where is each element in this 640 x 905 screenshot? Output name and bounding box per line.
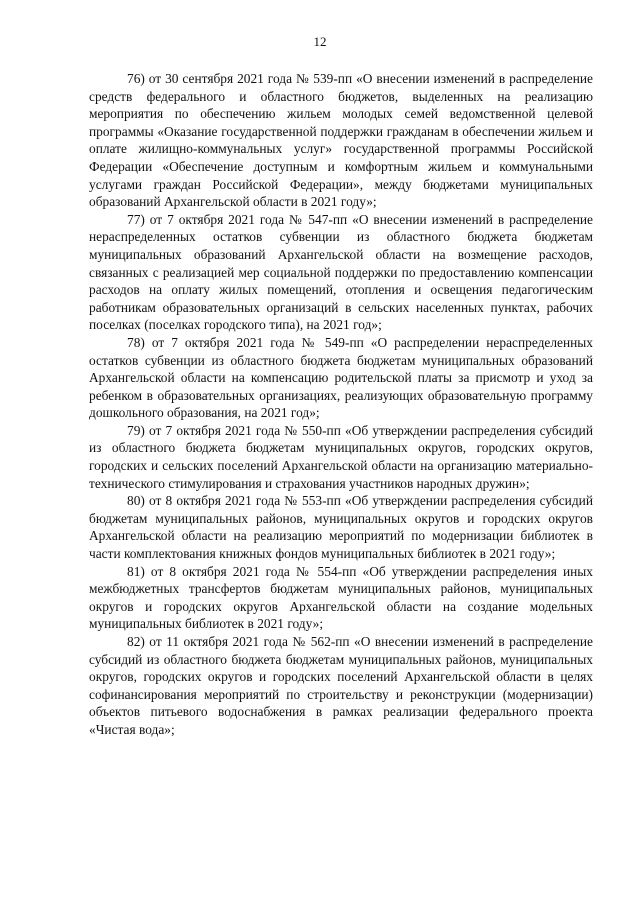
list-item-80: 80) от 8 октября 2021 года № 553-пп «Об утверждении распределения субсидий бюджетам муниципальных районов, муниципальных округов и городских округов Архангельской области на реализацию мероприятий по модернизации библиотек в части комплектования книжных фондов муниципальных библиотек в 2021 году»;: [89, 493, 593, 562]
list-item-76: 76) от 30 сентября 2021 года № 539-пп «О внесении изменений в распределение средств федерального и областного бюджетов, выделенных на реализацию мероприятия по обеспечению жильем молодых семей ведомственной целевой программы «Оказание государственной поддержки гражданам в обеспечении жильем и оплате жилищно-коммунальных услуг» государственной программы Российской Федерации «Обеспечение доступным и комфортным жильем и коммунальными услугами граждан Российской Федерации», между бюджетами муниципальных образований Архангельской области в 2021 году»;: [89, 71, 593, 210]
document-body: [89, 70, 593, 739]
list-item-77: 77) от 7 октября 2021 года № 547-пп «О внесении изменений в распределение нераспределенных остатков субвенции из областного бюджета бюджетам муниципальных образований Архангельской области на возмещение расходов, связанных с реализацией мер социальной поддержки по предоставлению компенсации расходов на оплату жилых помещений, отопления и освещения педагогическим работникам образовательных организаций в сельских населенных пунктах, рабочих поселках (поселках городского типа), на 2021 год»;: [89, 211, 593, 333]
list-item-82: 82) от 11 октября 2021 года № 562-пп «О внесении изменений в распределение субсидий из областного бюджета бюджетам муниципальных районов, муниципальных округов, городских округов и городских поселений Архангельской области в целях софинансирования мероприятий по строительству и реконструкции (модернизации) объектов питьевого водоснабжения в рамках реализации федерального проекта «Чистая вода»;: [89, 634, 593, 737]
list-item-78: 78) от 7 октября 2021 года № 549-пп «О распределении нераспределенных остатков субвенции из областного бюджета бюджетам муниципальных образований Архангельской области на компенсацию родительской платы за присмотр и уход за ребенком в образовательных организациях, реализующих образовательную программу дошкольного образования, на 2021 год»;: [89, 334, 593, 421]
list-item-81: 81) от 8 октября 2021 года № 554-пп «Об утверждении распределения иных межбюджетных трансфертов бюджетам муниципальных районов, муниципальных округов и городских округов Архангельской области на создание модельных муниципальных библиотек в 2021 году»;: [89, 563, 593, 632]
page-number: 12: [313, 34, 327, 49]
list-item-79: 79) от 7 октября 2021 года № 550-пп «Об утверждении распределения субсидий из областного бюджета бюджетам муниципальных округов, городских округов, городских и сельских поселений Архангельской области на организацию материально-технического стимулирования и страхования участников народных дружин»;: [89, 422, 593, 491]
